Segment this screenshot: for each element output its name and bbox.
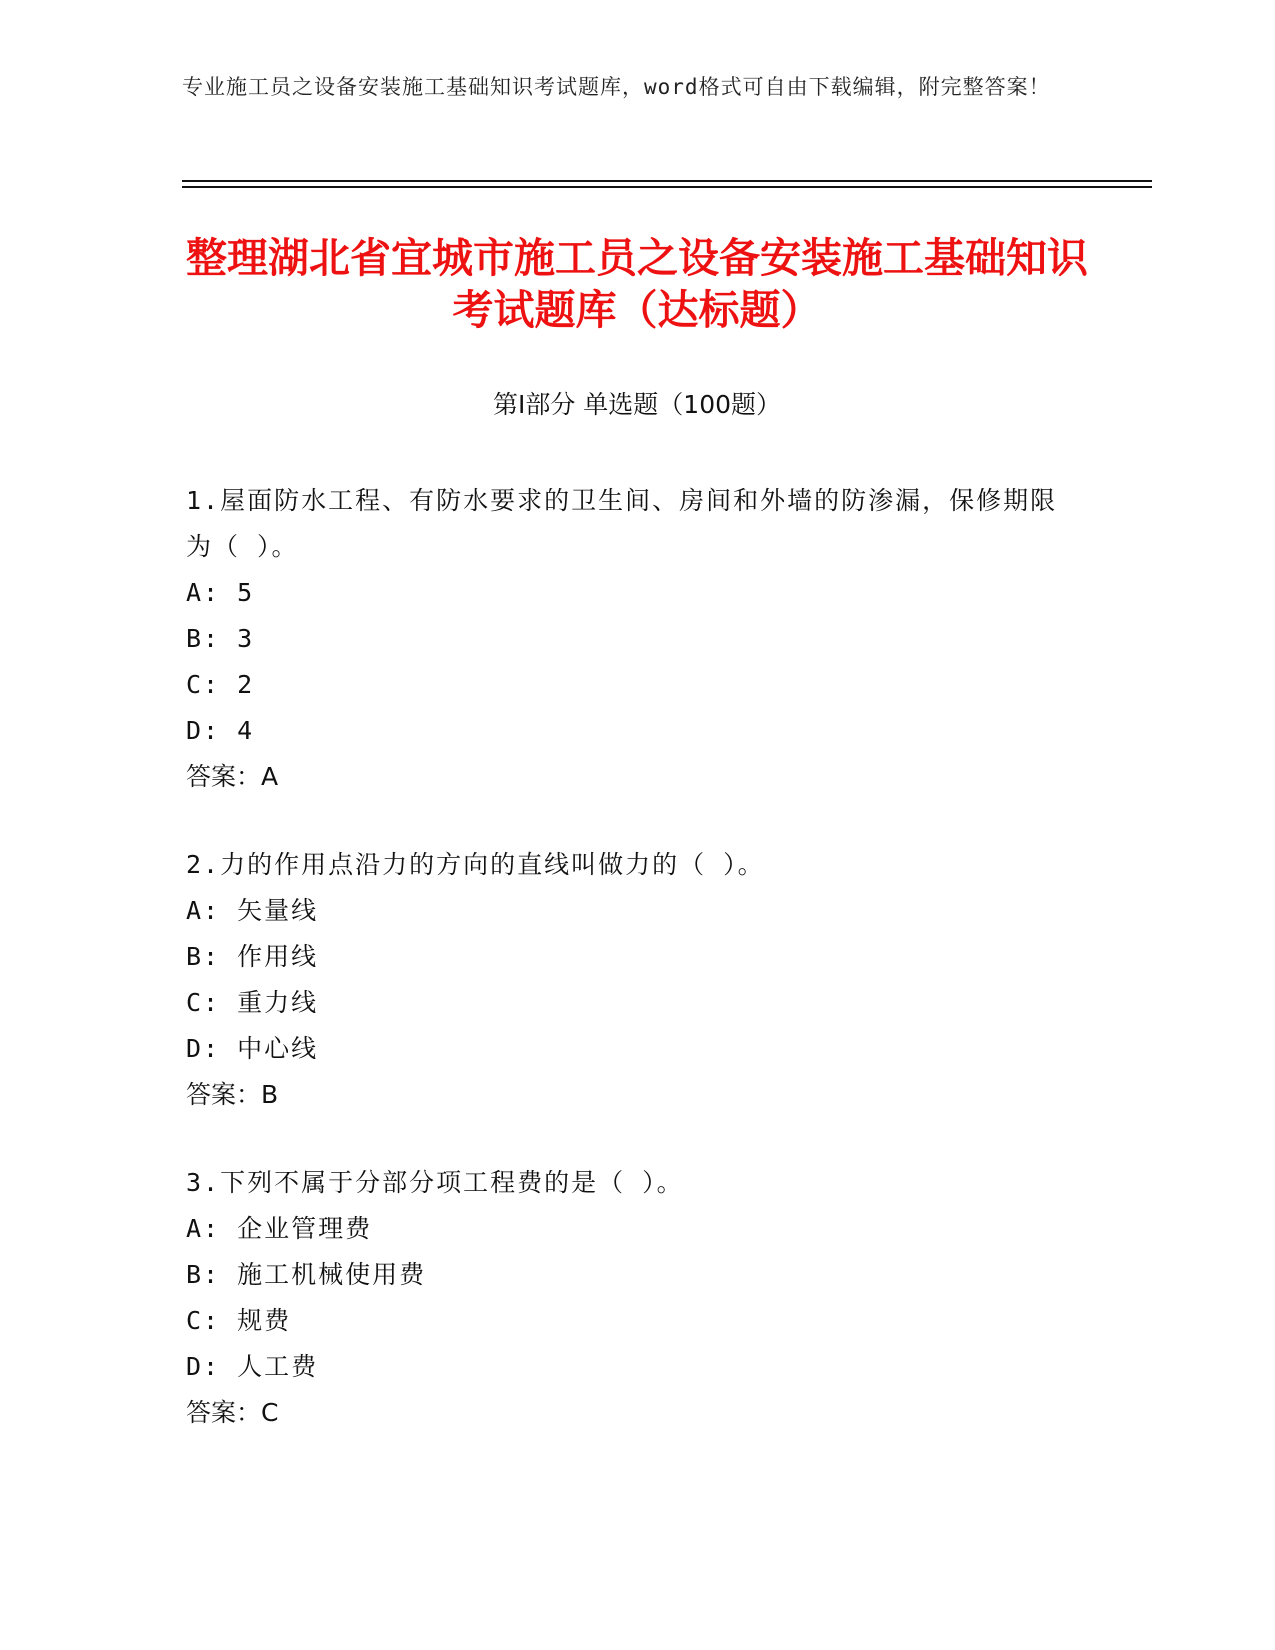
option-c: C: 重力线: [186, 988, 319, 1017]
question-stem: 2.力的作用点沿力的方向的直线叫做力的（ ）。: [186, 850, 765, 879]
answer-line: 答案：B: [186, 1080, 279, 1109]
answer-line: 答案：A: [186, 762, 279, 791]
option-a: A: 企业管理费: [186, 1214, 373, 1243]
header-divider-top: [182, 180, 1152, 182]
option-b: B: 作用线: [186, 942, 319, 971]
section-heading: 第I部分 单选题（100题）: [492, 390, 782, 419]
header-note: 专业施工员之设备安装施工基础知识考试题库，word格式可自由下载编辑，附完整答案！: [182, 75, 1051, 99]
question-stem: 3.下列不属于分部分项工程费的是（ ）。: [186, 1168, 684, 1197]
answer-line: 答案：C: [186, 1398, 279, 1427]
option-d: D: 中心线: [186, 1034, 319, 1063]
header-divider-bottom: [182, 186, 1152, 188]
question-list: [186, 478, 1066, 1478]
option-c: C: 规费: [186, 1306, 292, 1335]
option-d: D: 人工费: [186, 1352, 319, 1381]
option-b: B: 3: [186, 624, 255, 653]
option-d: D: 4: [186, 716, 255, 745]
question-1: [186, 478, 1066, 800]
option-c: C: 2: [186, 670, 255, 699]
question-2: [186, 842, 1066, 1118]
option-a: A: 矢量线: [186, 896, 319, 925]
question-3: [186, 1160, 1066, 1436]
document-title: 整理湖北省宜城市施工员之设备安装施工基础知识考试题库（达标题）: [186, 234, 1088, 334]
option-a: A: 5: [186, 578, 255, 607]
option-b: B: 施工机械使用费: [186, 1260, 427, 1289]
question-stem: 1.屋面防水工程、有防水要求的卫生间、房间和外墙的防渗漏，保修期限为（ ）。: [186, 486, 1058, 561]
